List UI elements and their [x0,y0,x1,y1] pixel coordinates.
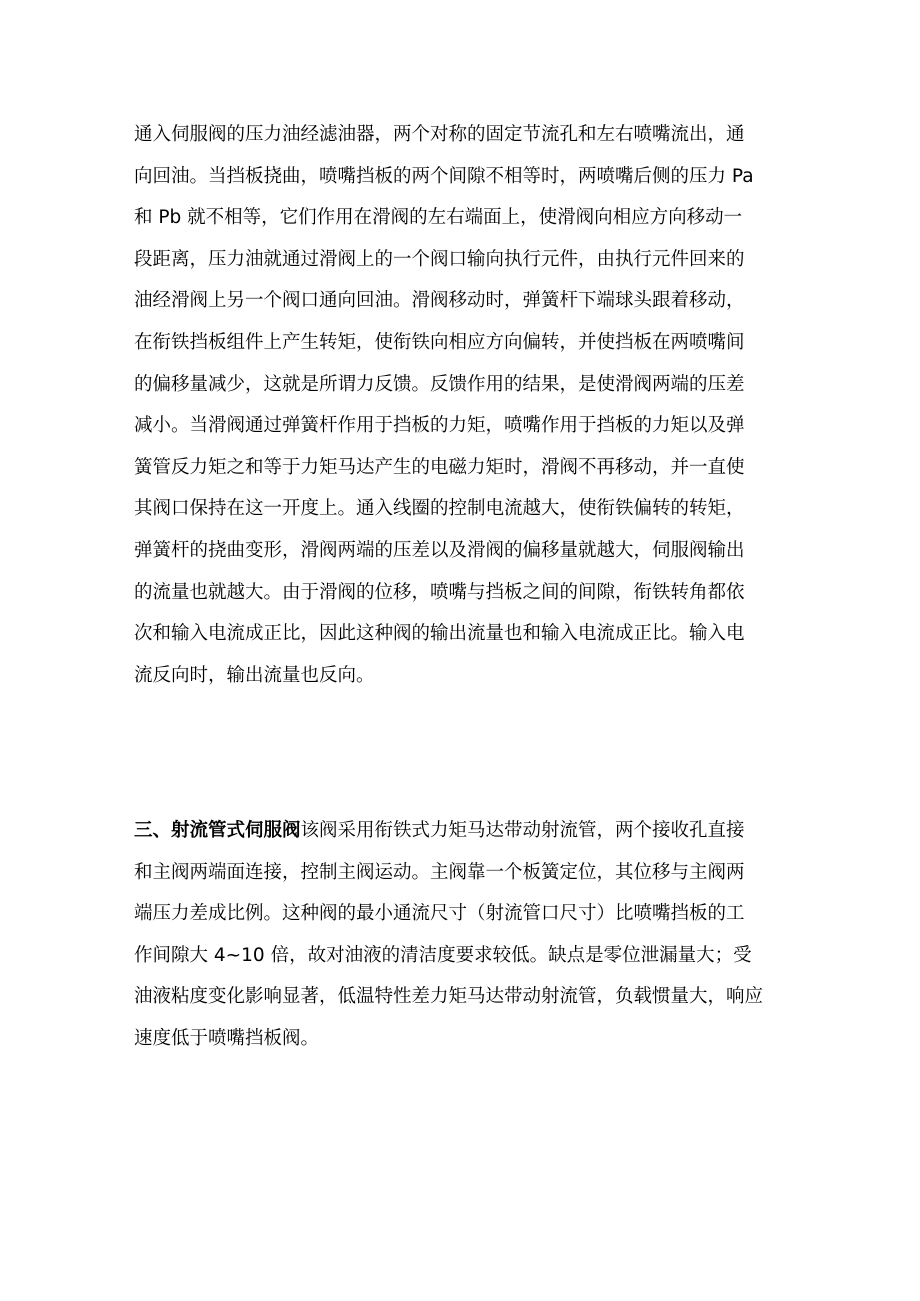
text-line: 作间隙大 4~10 倍，故对油液的清洁度要求较低。缺点是零位泄漏量大；受 [134,944,752,966]
text-line: 和主阀两端面连接，控制主阀运动。主阀靠一个板簧定位，其位移与主阀两 [134,861,745,883]
paragraph-nozzle-flapper-valve [134,114,794,696]
section-heading: 三、射流管式伺服阀 [134,820,301,841]
text-line: 其阀口保持在这一开度上。通入线圈的控制电流越大，使衔铁偏转的转矩， [134,498,745,520]
text-line: 的流量也就越大。由于滑阀的位移，喷嘴与挡板之间的间隙，衔铁转角都依 [134,581,745,603]
text-line: 弹簧杆的挠曲变形，滑阀两端的压差以及滑阀的偏移量就越大，伺服阀输出 [134,539,745,561]
text-line: 的偏移量减少，这就是所谓力反馈。反馈作用的结果，是使滑阀两端的压差 [134,373,745,395]
text-line: 速度低于喷嘴挡板阀。 [134,1027,320,1049]
text-line: 流反向时，输出流量也反向。 [134,664,375,686]
text-line: 通入伺服阀的压力油经滤油器，两个对称的固定节流孔和左右喷嘴流出，通 [134,124,745,145]
text-line: 段距离，压力油就通过滑阀上的一个阀口输向执行元件，由执行元件回来的 [134,248,745,270]
text-line: 油经滑阀上另一个阀口通向回油。滑阀移动时，弹簧杆下端球头跟着移动， [134,290,745,312]
text-line: 和 Pb 就不相等，它们作用在滑阀的左右端面上，使滑阀向相应方向移动一 [134,207,743,229]
text-run: 该阀采用衔铁式力矩马达带动射流管，两个接收孔直接 [300,820,745,841]
text-line: 在衔铁挡板组件上产生转矩，使衔铁向相应方向偏转，并使挡板在两喷嘴间 [134,331,745,353]
text-line: 油液粘度变化影响显著，低温特性差力矩马达带动射流管，负载惯量大，响应 [134,986,764,1008]
paragraph-jet-pipe-servo-valve [134,810,794,1060]
text-line: 次和输入电流成正比，因此这种阀的输出流量也和输入电流成正比。输入电 [134,623,745,645]
text-line: 减小。当滑阀通过弹簧杆作用于挡板的力矩，喷嘴作用于挡板的力矩以及弹 [134,415,745,437]
text-line: 簧管反力矩之和等于力矩马达产生的电磁力矩时，滑阀不再移动，并一直使 [134,456,745,478]
text-line: 向回油。当挡板挠曲，喷嘴挡板的两个间隙不相等时，两喷嘴后侧的压力 Pa [134,165,754,187]
text-line-with-heading [134,810,794,852]
text-line: 端压力差成比例。这种阀的最小通流尺寸（射流管口尺寸）比喷嘴挡板的工 [134,903,745,925]
